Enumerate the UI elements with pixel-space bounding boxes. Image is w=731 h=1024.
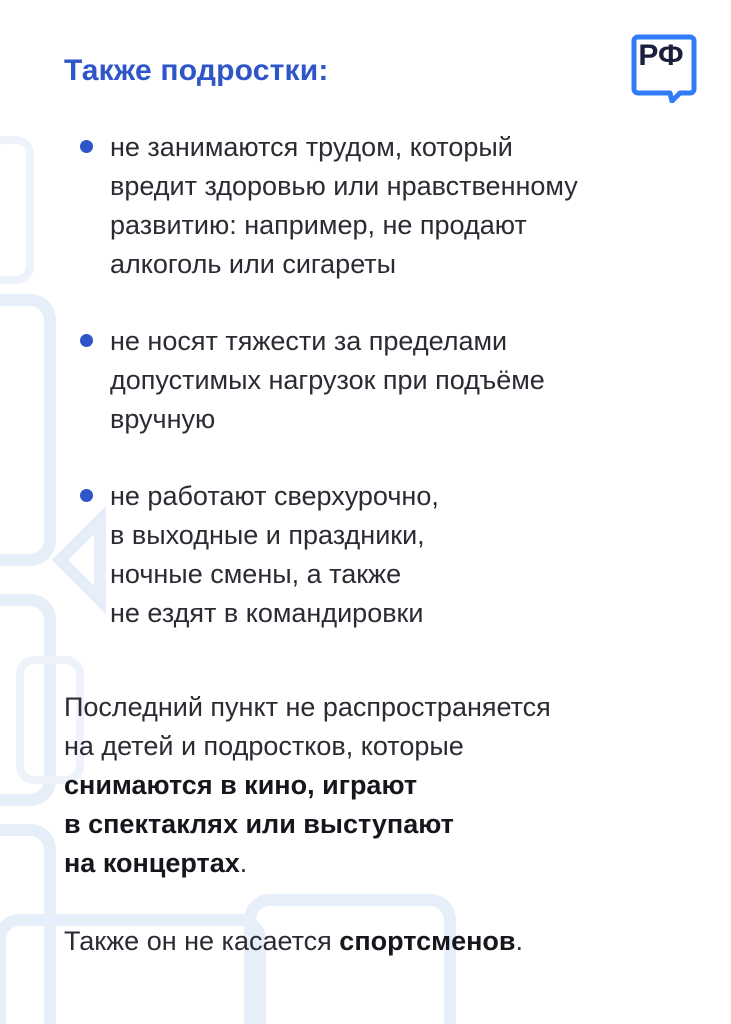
paragraph-line: Последний пункт не распространяется (64, 692, 551, 722)
rf-logo (630, 33, 698, 103)
list-item (80, 477, 700, 633)
paragraph-bold-text: спортсменов (339, 926, 516, 956)
paragraph-text: Также он не касается (64, 926, 340, 956)
bullet-dot-icon (80, 489, 93, 502)
paragraph-line: на детей и подростков, которые (64, 731, 464, 761)
paragraph-bold-line: в спектаклях или выступают (64, 809, 454, 839)
logo-text: РФ (638, 39, 684, 72)
exception-paragraph (64, 688, 704, 883)
sportsmen-paragraph (64, 922, 704, 961)
list-item (80, 322, 700, 439)
paragraph-bold-text: на концертах (64, 848, 240, 878)
list-item-text: не носят тяжести за пределами допустимых нагрузок при подъёме вручную (110, 326, 545, 434)
page-title: Также подростки: (64, 54, 329, 87)
list-item-text: не работают сверхурочно, в выходные и праздники, ночные смены, а также не ездят в командировки (110, 481, 439, 628)
paragraph-period: . (239, 848, 248, 878)
paragraph-last-line (64, 844, 704, 883)
bullet-dot-icon (80, 140, 93, 153)
list-item (80, 128, 700, 284)
paragraph-bold-line: снимаются в кино, играют (64, 770, 418, 800)
bullet-list (80, 128, 700, 671)
paragraph-period: . (515, 926, 524, 956)
list-item-text: не занимаются трудом, который вредит здоровью или нравственному развитию: например, не продают алкоголь или сигареты (110, 132, 578, 279)
bullet-dot-icon (80, 334, 93, 347)
